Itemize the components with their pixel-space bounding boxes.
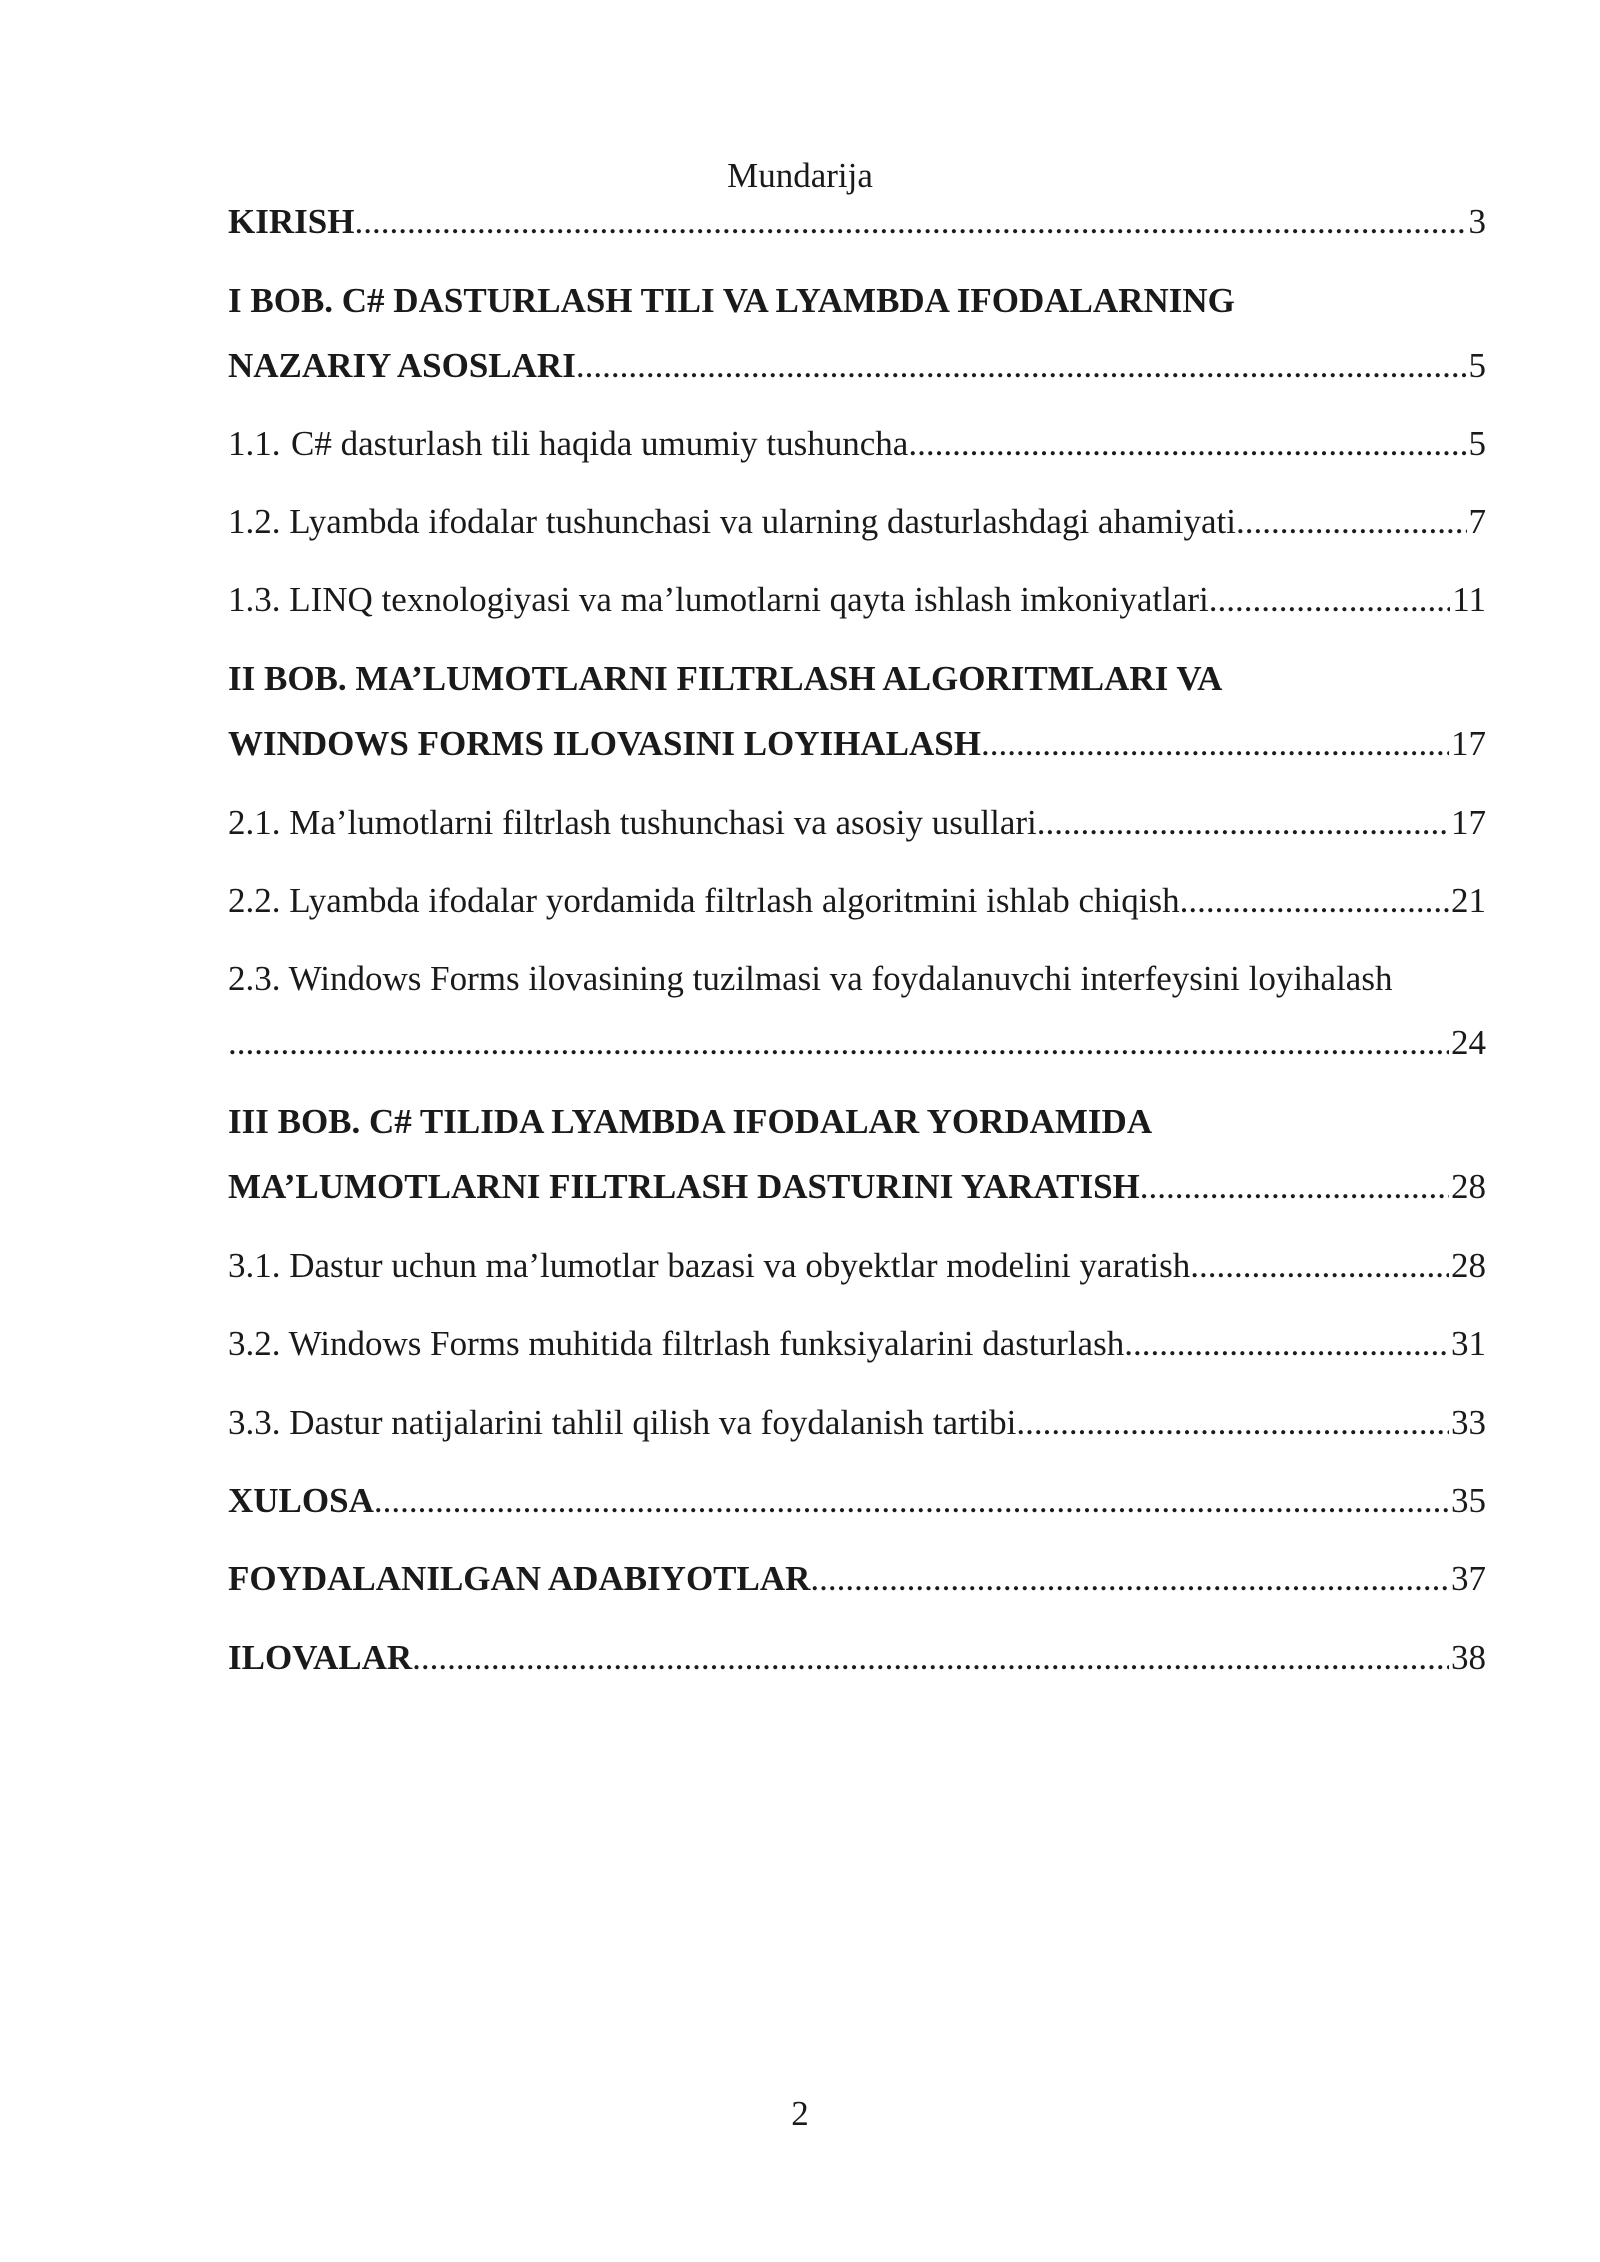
toc-entry-3-2[interactable] bbox=[228, 1318, 1486, 1370]
toc-entry-page: 5 bbox=[1468, 346, 1486, 385]
dot-leader bbox=[1037, 797, 1449, 849]
toc-entry-label: ILOVALAR bbox=[228, 1638, 413, 1677]
toc-entry-page: 24 bbox=[1451, 1023, 1486, 1062]
dot-leader bbox=[1190, 1240, 1449, 1292]
toc-entry-number: 1.1. bbox=[228, 424, 281, 463]
toc-entry-page: 31 bbox=[1451, 1324, 1486, 1363]
toc-title: Mundarija bbox=[727, 156, 873, 195]
toc-entry-page: 5 bbox=[1468, 424, 1486, 463]
toc-entry-page: 28 bbox=[1451, 1246, 1486, 1285]
toc-entry-chapter-2-line-1[interactable] bbox=[228, 653, 1486, 705]
toc-entry-1-3[interactable] bbox=[228, 574, 1486, 626]
toc-entry-page: 3 bbox=[1468, 202, 1486, 241]
toc-entry-page: 17 bbox=[1451, 803, 1486, 842]
dot-leader bbox=[228, 1017, 1449, 1069]
toc-entry-page: 35 bbox=[1451, 1481, 1486, 1520]
toc-entry-page: 11 bbox=[1452, 580, 1486, 619]
toc-entry-label: I BOB. C# DASTURLASH TILI VA LYAMBDA IFODALARNING bbox=[228, 281, 1235, 320]
dot-leader bbox=[412, 1632, 1449, 1684]
toc-entry-2-2[interactable] bbox=[228, 875, 1486, 927]
toc-entry-label: III BOB. C# TILIDA LYAMBDA IFODALAR YORDAMIDA bbox=[228, 1102, 1153, 1141]
toc-entry-label: 3.1. Dastur uchun ma’lumotlar bazasi va obyektlar modelini yaratish bbox=[228, 1246, 1191, 1285]
toc-entry-label: NAZARIY ASOSLARI bbox=[228, 346, 576, 385]
dot-leader bbox=[374, 1475, 1449, 1527]
toc-entry-page: 17 bbox=[1451, 724, 1486, 763]
dot-leader bbox=[1209, 574, 1451, 626]
dot-leader bbox=[576, 340, 1467, 392]
toc-entry-page: 7 bbox=[1468, 502, 1486, 541]
toc-entry-3-1[interactable] bbox=[228, 1240, 1486, 1292]
toc-entry-2-3-line-1[interactable] bbox=[228, 953, 1486, 1005]
toc-entry-label: 1.2. Lyambda ifodalar tushunchasi va ularning dasturlashdagi ahamiyati bbox=[228, 502, 1236, 541]
dot-leader bbox=[981, 718, 1449, 770]
toc-entry-chapter-2[interactable] bbox=[228, 718, 1486, 770]
toc-entry-2-1[interactable] bbox=[228, 797, 1486, 849]
toc-entry-label: 3.3. Dastur natijalarini tahlil qilish va foydalanish tartibi bbox=[228, 1403, 1017, 1442]
dot-leader bbox=[1016, 1397, 1449, 1449]
toc-entry-label: XULOSA bbox=[228, 1481, 374, 1520]
dot-leader bbox=[908, 418, 1466, 470]
toc-entry-label: MA’LUMOTLARNI FILTRLASH DASTURINI YARATISH bbox=[228, 1167, 1140, 1206]
toc-entry-page: 28 bbox=[1451, 1167, 1486, 1206]
toc-entry-adabiyotlar[interactable] bbox=[228, 1553, 1486, 1605]
toc-entry-chapter-3-line-1[interactable] bbox=[228, 1096, 1486, 1148]
toc-entry-label: WINDOWS FORMS ILOVASINI LOYIHALASH bbox=[228, 724, 981, 763]
toc-entry-1-1[interactable] bbox=[228, 418, 1486, 470]
toc-entry-label: KIRISH bbox=[228, 202, 355, 241]
toc-entry-ilovalar[interactable] bbox=[228, 1632, 1486, 1684]
toc-entry-1-2[interactable] bbox=[228, 496, 1486, 548]
dot-leader bbox=[1180, 875, 1449, 927]
toc-entry-chapter-1-line-1[interactable] bbox=[228, 275, 1486, 327]
toc-entry-label: II BOB. MA’LUMOTLARNI FILTRLASH ALGORITMLARI VA bbox=[228, 659, 1223, 698]
toc-entry-label: FOYDALANILGAN ADABIYOTLAR bbox=[228, 1559, 811, 1598]
toc-entry-label: 3.2. Windows Forms muhitida filtrlash funksiyalarini dasturlash bbox=[228, 1324, 1125, 1363]
toc-entry-2-3[interactable] bbox=[228, 1017, 1486, 1069]
toc-entry-xulosa[interactable] bbox=[228, 1475, 1486, 1527]
toc-entry-label: 2.3. Windows Forms ilovasining tuzilmasi va foydalanuvchi interfeysini loyihalash bbox=[228, 959, 1393, 998]
dot-leader bbox=[810, 1553, 1449, 1605]
toc-entry-page: 38 bbox=[1451, 1638, 1486, 1677]
dot-leader bbox=[354, 196, 1466, 248]
dot-leader bbox=[1124, 1318, 1449, 1370]
dot-leader bbox=[1140, 1161, 1449, 1213]
toc-entry-label: 2.2. Lyambda ifodalar yordamida filtrlash algoritmini ishlab chiqish bbox=[228, 881, 1180, 920]
toc-entry-chapter-1[interactable] bbox=[228, 340, 1486, 392]
page-number: 2 bbox=[791, 2094, 809, 2133]
toc-entry-3-3[interactable] bbox=[228, 1397, 1486, 1449]
toc-entry-page: 21 bbox=[1451, 881, 1486, 920]
toc-entry-chapter-3[interactable] bbox=[228, 1161, 1486, 1213]
toc-entry-label: 1.3. LINQ texnologiyasi va ma’lumotlarni qayta ishlash imkoniyatlari bbox=[228, 580, 1209, 619]
toc-entry-label: C# dasturlash tili haqida umumiy tushuncha bbox=[291, 424, 909, 463]
dot-leader bbox=[1236, 496, 1467, 548]
toc-entry-page: 33 bbox=[1451, 1403, 1486, 1442]
toc-entry-page: 37 bbox=[1451, 1559, 1486, 1598]
toc-entry-label: 2.1. Ma’lumotlarni filtrlash tushunchasi va asosiy usullari bbox=[228, 803, 1037, 842]
toc-entry-kirish[interactable] bbox=[228, 196, 1486, 248]
